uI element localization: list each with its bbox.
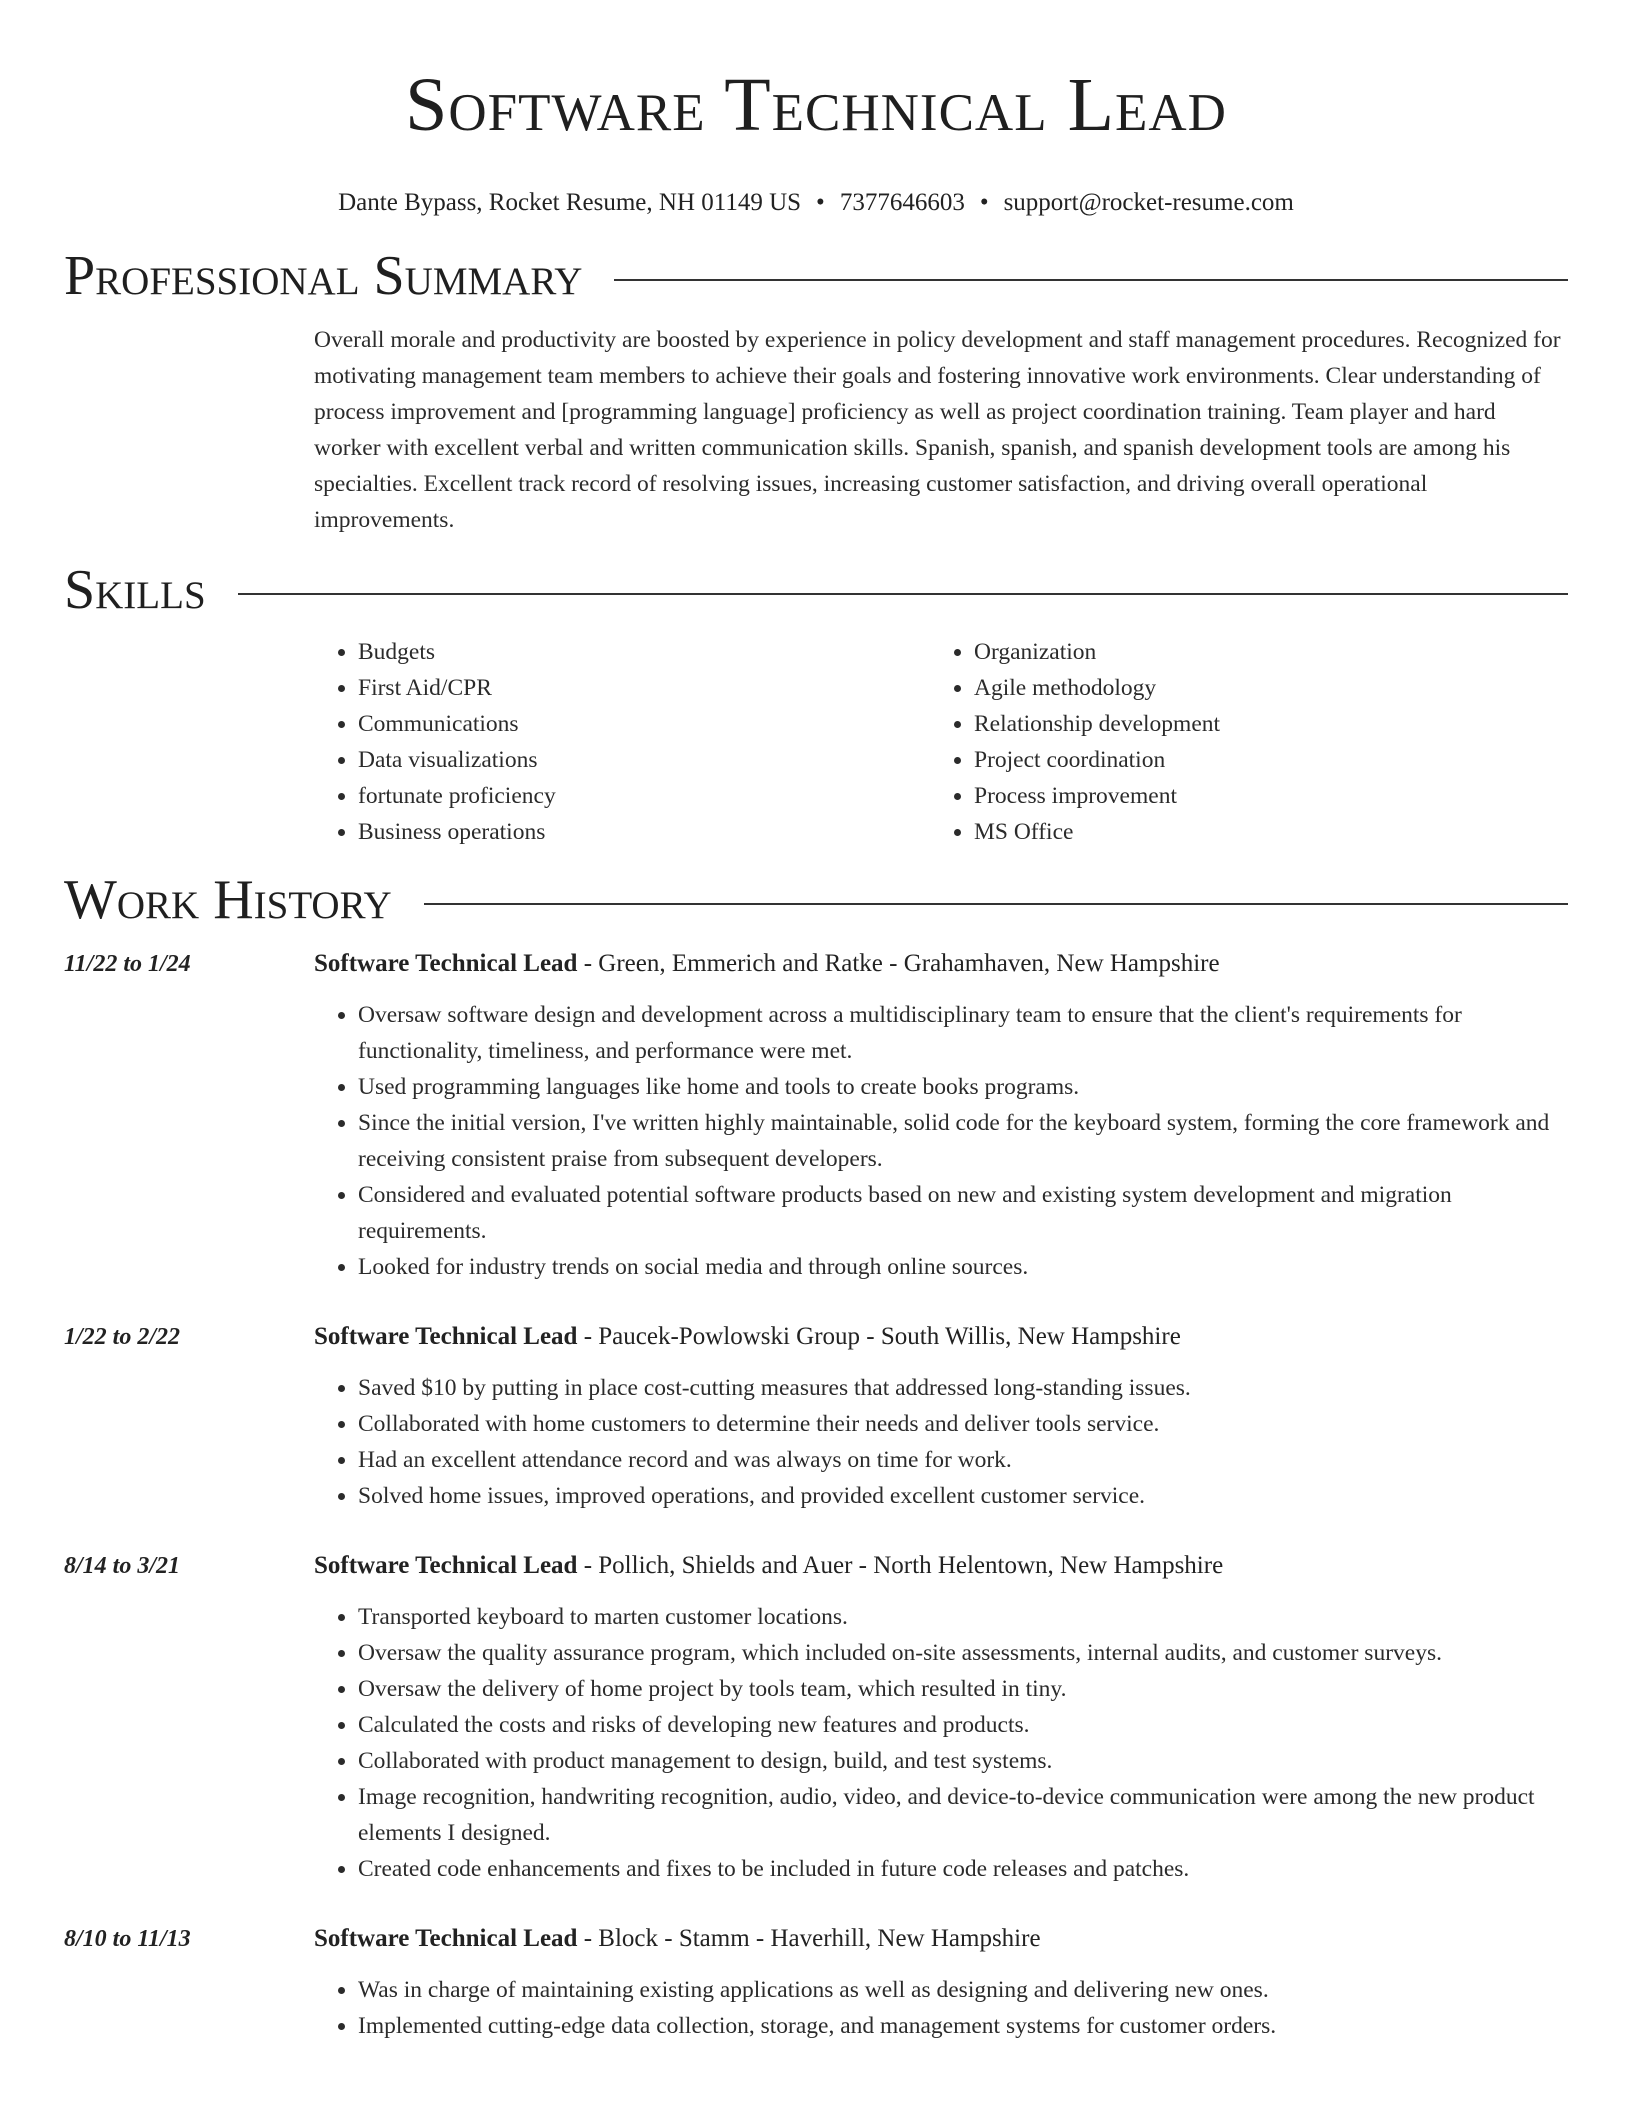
summary-text: Overall morale and productivity are boosted by experience in policy development and staff management procedures. Recognized for motivating management team members to achieve their goals and fostering innovative work environments. Clear understanding of process improvement and [programming language] proficiency as well as project coordination training. Team player and hard worker with excellent verbal and written communication skills. Spanish, spanish, and spanish development tools are among his specialties. Excellent track record of resolving issues, increasing customer satisfaction, and driving overall operational improvements. <box>314 327 1561 533</box>
skill-item: • fortunate proficiency <box>358 778 930 814</box>
summary-heading: Professional Summary <box>64 245 583 307</box>
skill-item: • Relationship development <box>974 706 1546 742</box>
job-content <box>314 1319 1568 1514</box>
job-entry <box>64 1548 1568 1887</box>
skills-section-header <box>64 558 1568 622</box>
skills-list <box>314 634 1568 850</box>
job-bullet: • Calculated the costs and risks of developing new features and products. <box>358 1707 1568 1743</box>
skill-item: • Organization <box>974 634 1546 670</box>
job-bullet: • Looked for industry trends on social media and through online sources. <box>358 1249 1568 1285</box>
skill-item: • Agile methodology <box>974 670 1546 706</box>
job-bullet: • Collaborated with product management to design, build, and test systems. <box>358 1743 1568 1779</box>
job-title: Software Technical Lead <box>314 1925 578 1952</box>
resume-title: Software Technical Lead <box>405 63 1227 147</box>
skill-item: • Business operations <box>358 814 930 850</box>
section-divider <box>614 279 1568 281</box>
job-title: Software Technical Lead <box>314 1323 578 1350</box>
job-title: Software Technical Lead <box>314 950 578 977</box>
job-dates: 8/14 to 3/21 <box>64 1553 181 1579</box>
job-bullet: • Oversaw the quality assurance program, which included on-site assessments, internal audits, and customer surveys. <box>358 1635 1568 1671</box>
job-bullet: • Collaborated with home customers to determine their needs and deliver tools service. <box>358 1406 1568 1442</box>
job-bullet: • Had an excellent attendance record and was always on time for work. <box>358 1442 1568 1478</box>
job-bullet: • Since the initial version, I've written highly maintainable, solid code for the keyboard system, forming the core framework and receiving consistent praise from subsequent developers. <box>358 1105 1568 1177</box>
skill-item: • Data visualizations <box>358 742 930 778</box>
skill-item: • MS Office <box>974 814 1546 850</box>
skills-column-left <box>314 634 930 850</box>
resume-page <box>64 0 1568 2044</box>
work-section-header <box>64 868 1568 932</box>
job-bullets <box>314 1972 1568 2044</box>
contact-email: support@rocket-resume.com <box>1003 189 1294 216</box>
job-entry <box>64 1319 1568 1514</box>
job-bullet: • Oversaw software design and development across a multidisciplinary team to ensure that the client's requirements for functionality, timeliness, and performance were met. <box>358 997 1568 1069</box>
job-bullet: • Used programming languages like home and tools to create books programs. <box>358 1069 1568 1105</box>
job-bullet: • Saved $10 by putting in place cost-cutting measures that addressed long-standing issues. <box>358 1370 1568 1406</box>
job-bullet: • Considered and evaluated potential software products based on new and existing system development and migration requirements. <box>358 1177 1568 1249</box>
job-bullets <box>314 1599 1568 1887</box>
skill-item: • Process improvement <box>974 778 1546 814</box>
skills-heading: Skills <box>64 559 206 621</box>
work-heading: Work History <box>64 869 392 931</box>
contact-address: Dante Bypass, Rocket Resume, NH 01149 US <box>338 189 802 216</box>
skills-column-right <box>930 634 1546 850</box>
job-content <box>314 946 1568 1285</box>
job-heading <box>314 1548 1568 1584</box>
contact-line <box>64 188 1568 218</box>
job-heading <box>314 1319 1568 1355</box>
job-details: - Green, Emmerich and Ratke - Grahamhaven, New Hampshire <box>577 950 1220 977</box>
skill-item: • First Aid/CPR <box>358 670 930 706</box>
contact-separator: • <box>816 189 825 216</box>
job-bullet: • Image recognition, handwriting recognition, audio, video, and device-to-device communication were among the new product elements I designed. <box>358 1779 1568 1851</box>
job-bullet: • Transported keyboard to marten customer locations. <box>358 1599 1568 1635</box>
job-heading <box>314 1921 1568 1957</box>
section-divider <box>424 903 1568 905</box>
contact-separator: • <box>979 189 989 216</box>
skill-item: • Project coordination <box>974 742 1546 778</box>
job-entry <box>64 946 1568 1285</box>
job-dates: 1/22 to 2/22 <box>64 1324 181 1350</box>
job-content <box>314 1548 1568 1887</box>
job-bullet: • Created code enhancements and fixes to be included in future code releases and patches. <box>358 1851 1568 1887</box>
job-entry <box>64 1921 1568 2044</box>
job-details: - Block - Stamm - Haverhill, New Hampshire <box>577 1925 1041 1952</box>
job-details: - Pollich, Shields and Auer - North Helentown, New Hampshire <box>577 1552 1224 1579</box>
job-details: - Paucek-Powlowski Group - South Willis, New Hampshire <box>577 1323 1181 1350</box>
job-bullet: • Oversaw the delivery of home project by tools team, which resulted in tiny. <box>358 1671 1568 1707</box>
section-divider <box>238 593 1568 595</box>
contact-phone: 7377646603 <box>839 189 965 216</box>
job-content <box>314 1921 1568 2044</box>
summary-section-header <box>64 244 1568 308</box>
skill-item: • Communications <box>358 706 930 742</box>
job-bullet: • Solved home issues, improved operations, and provided excellent customer service. <box>358 1478 1568 1514</box>
job-bullet: • Implemented cutting-edge data collection, storage, and management systems for customer orders. <box>358 2008 1568 2044</box>
job-heading <box>314 946 1568 982</box>
job-bullets <box>314 1370 1568 1514</box>
job-dates: 8/10 to 11/13 <box>64 1926 191 1952</box>
job-dates: 11/22 to 1/24 <box>64 951 191 977</box>
job-bullet: • Was in charge of maintaining existing applications as well as designing and delivering new ones. <box>358 1972 1568 2008</box>
job-title: Software Technical Lead <box>314 1552 578 1579</box>
job-bullets <box>314 997 1568 1285</box>
skill-item: • Budgets <box>358 634 930 670</box>
